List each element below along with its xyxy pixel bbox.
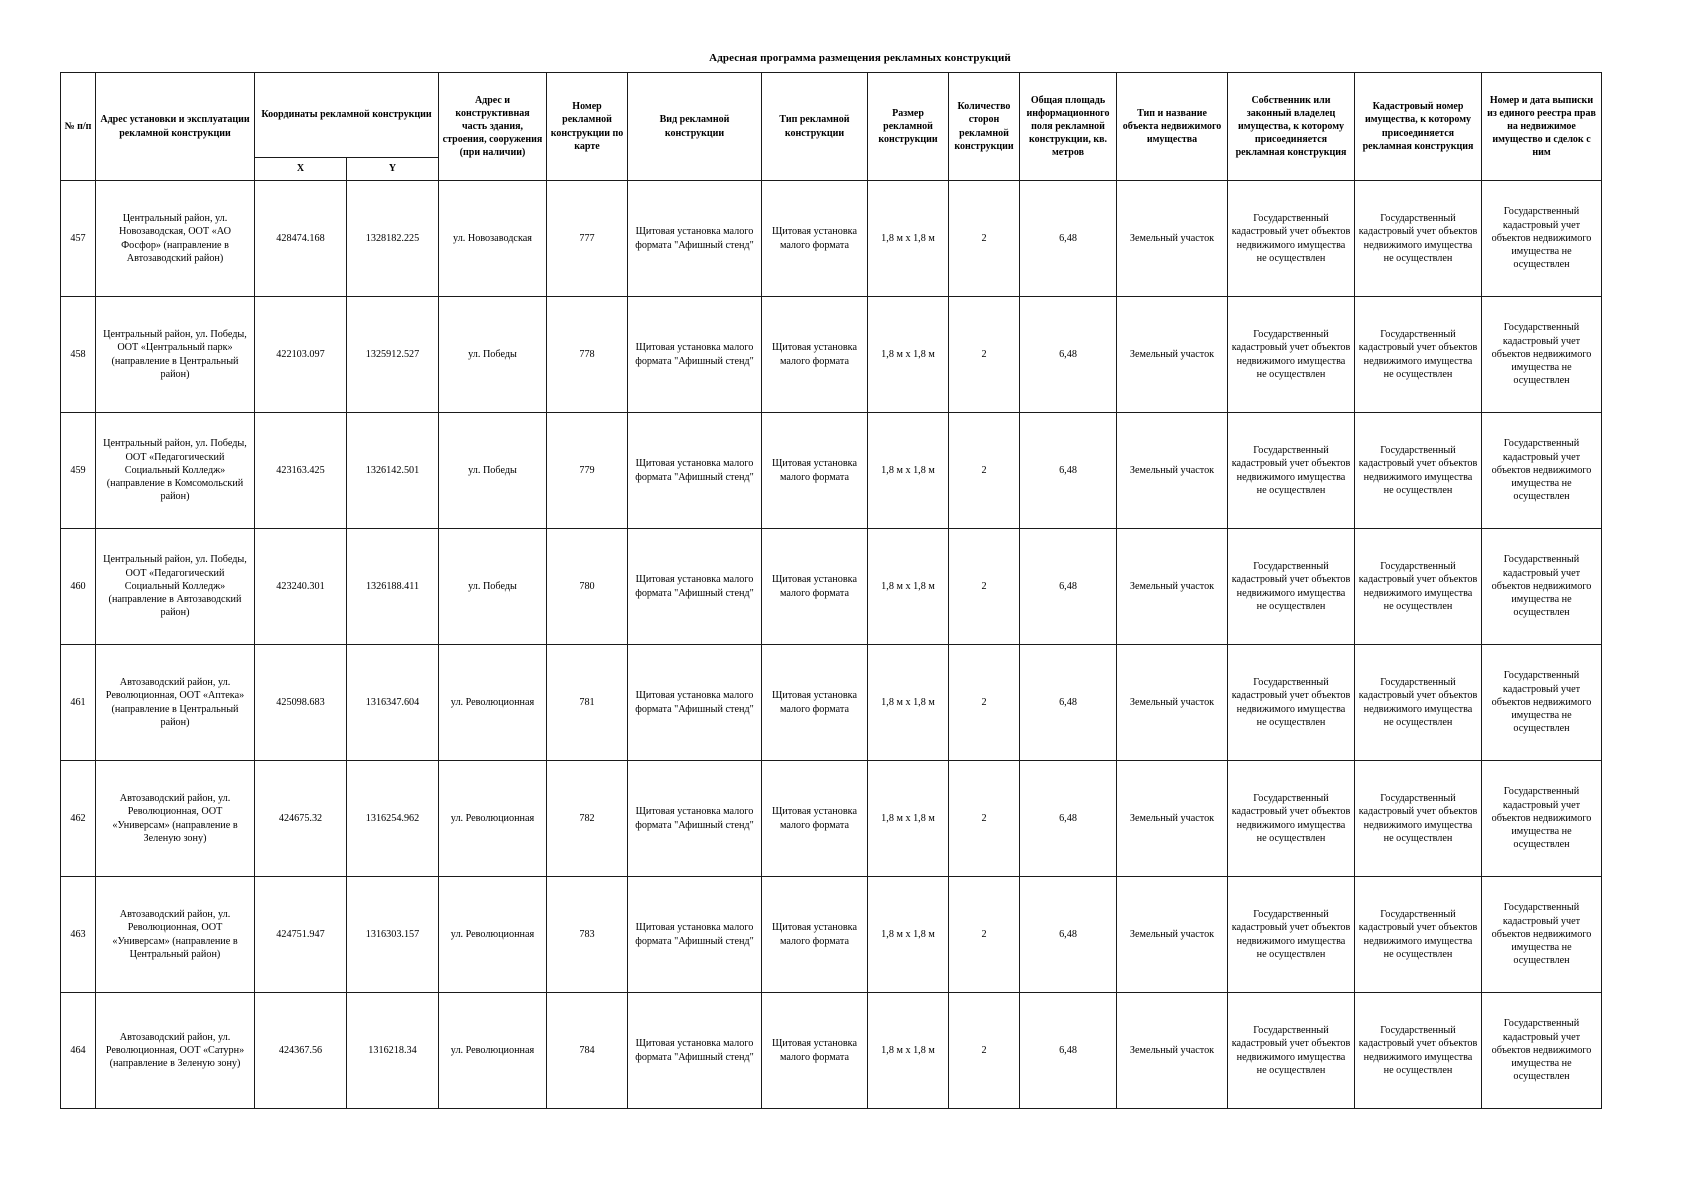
cell-property: Земельный участок (1117, 413, 1228, 529)
cell-map-number: 777 (547, 181, 628, 297)
cell-sides: 2 (949, 877, 1020, 993)
cell-registry: Государственный кадастровый учет объектов недвижимого имущества не осуществлен (1482, 181, 1602, 297)
cell-num: 464 (61, 993, 96, 1109)
cell-num: 458 (61, 297, 96, 413)
cell-y: 1316254.962 (347, 761, 439, 877)
header-area: Общая площадь информационного поля рекламной конструкции, кв. метров (1020, 73, 1117, 181)
cell-building: ул. Победы (439, 413, 547, 529)
cell-x: 423240.301 (255, 529, 347, 645)
cell-area: 6,48 (1020, 529, 1117, 645)
cell-sides: 2 (949, 645, 1020, 761)
cell-size: 1,8 м х 1,8 м (868, 529, 949, 645)
cell-area: 6,48 (1020, 993, 1117, 1109)
header-map-number: Номер рекламной конструкции по карте (547, 73, 628, 181)
cell-building: ул. Новозаводская (439, 181, 547, 297)
cell-size: 1,8 м х 1,8 м (868, 297, 949, 413)
cell-area: 6,48 (1020, 181, 1117, 297)
cell-size: 1,8 м х 1,8 м (868, 181, 949, 297)
cell-map-number: 782 (547, 761, 628, 877)
cell-x: 428474.168 (255, 181, 347, 297)
cell-y: 1326188.411 (347, 529, 439, 645)
cell-cadastral: Государственный кадастровый учет объектов недвижимого имущества не осуществлен (1355, 993, 1482, 1109)
cell-sides: 2 (949, 413, 1020, 529)
cell-property: Земельный участок (1117, 877, 1228, 993)
header-num: № п/п (61, 73, 96, 181)
cell-sides: 2 (949, 297, 1020, 413)
cell-type: Щитовая установка малого формата (762, 645, 868, 761)
cell-cadastral: Государственный кадастровый учет объектов недвижимого имущества не осуществлен (1355, 877, 1482, 993)
cell-registry: Государственный кадастровый учет объектов недвижимого имущества не осуществлен (1482, 529, 1602, 645)
cell-owner: Государственный кадастровый учет объектов недвижимого имущества не осуществлен (1228, 645, 1355, 761)
cell-map-number: 780 (547, 529, 628, 645)
cell-size: 1,8 м х 1,8 м (868, 413, 949, 529)
cell-address: Центральный район, ул. Победы, ООТ «Центральный парк» (направление в Центральный район) (96, 297, 255, 413)
cell-property: Земельный участок (1117, 529, 1228, 645)
cell-cadastral: Государственный кадастровый учет объектов недвижимого имущества не осуществлен (1355, 529, 1482, 645)
cell-num: 460 (61, 529, 96, 645)
cell-building: ул. Революционная (439, 877, 547, 993)
cell-kind: Щитовая установка малого формата "Афишный стенд" (628, 529, 762, 645)
cell-sides: 2 (949, 181, 1020, 297)
cell-size: 1,8 м х 1,8 м (868, 877, 949, 993)
header-registry: Номер и дата выписки из единого реестра прав на недвижимое имущество и сделок с ним (1482, 73, 1602, 181)
cell-map-number: 784 (547, 993, 628, 1109)
cell-address: Автозаводский район, ул. Революционная, ООТ «Аптека» (направление в Центральный район) (96, 645, 255, 761)
cell-area: 6,48 (1020, 645, 1117, 761)
cell-property: Земельный участок (1117, 761, 1228, 877)
cell-map-number: 783 (547, 877, 628, 993)
cell-address: Автозаводский район, ул. Революционная, ООТ «Универсам» (направление в Зеленую зону) (96, 761, 255, 877)
cell-kind: Щитовая установка малого формата "Афишный стенд" (628, 877, 762, 993)
cell-building: ул. Революционная (439, 993, 547, 1109)
cell-kind: Щитовая установка малого формата "Афишный стенд" (628, 297, 762, 413)
cell-registry: Государственный кадастровый учет объектов недвижимого имущества не осуществлен (1482, 297, 1602, 413)
cell-type: Щитовая установка малого формата (762, 529, 868, 645)
cell-x: 425098.683 (255, 645, 347, 761)
cell-owner: Государственный кадастровый учет объектов недвижимого имущества не осуществлен (1228, 993, 1355, 1109)
header-building: Адрес и конструктивная часть здания, строения, сооружения (при наличии) (439, 73, 547, 181)
cell-y: 1325912.527 (347, 297, 439, 413)
cell-owner: Государственный кадастровый учет объектов недвижимого имущества не осуществлен (1228, 413, 1355, 529)
cell-cadastral: Государственный кадастровый учет объектов недвижимого имущества не осуществлен (1355, 297, 1482, 413)
cell-kind: Щитовая установка малого формата "Афишный стенд" (628, 645, 762, 761)
header-type: Тип рекламной конструкции (762, 73, 868, 181)
table-row (61, 181, 1602, 297)
cell-x: 423163.425 (255, 413, 347, 529)
document-title: Адресная программа размещения рекламных конструкций (709, 52, 1011, 64)
cell-area: 6,48 (1020, 297, 1117, 413)
cell-size: 1,8 м х 1,8 м (868, 761, 949, 877)
cell-kind: Щитовая установка малого формата "Афишный стенд" (628, 413, 762, 529)
cell-area: 6,48 (1020, 761, 1117, 877)
cell-property: Земельный участок (1117, 645, 1228, 761)
cell-registry: Государственный кадастровый учет объектов недвижимого имущества не осуществлен (1482, 761, 1602, 877)
cell-sides: 2 (949, 761, 1020, 877)
cell-address: Центральный район, ул. Победы, ООТ «Педагогический Социальный Колледж» (направление в Автозаводский район) (96, 529, 255, 645)
table-body (61, 181, 1602, 1109)
cell-x: 424367.56 (255, 993, 347, 1109)
cell-size: 1,8 м х 1,8 м (868, 993, 949, 1109)
cell-type: Щитовая установка малого формата (762, 993, 868, 1109)
cell-type: Щитовая установка малого формата (762, 761, 868, 877)
cell-map-number: 778 (547, 297, 628, 413)
cell-area: 6,48 (1020, 877, 1117, 993)
table-header (61, 73, 1602, 181)
cell-kind: Щитовая установка малого формата "Афишный стенд" (628, 181, 762, 297)
cell-building: ул. Революционная (439, 761, 547, 877)
table-row (61, 993, 1602, 1109)
cell-owner: Государственный кадастровый учет объектов недвижимого имущества не осуществлен (1228, 877, 1355, 993)
cell-num: 457 (61, 181, 96, 297)
cell-num: 461 (61, 645, 96, 761)
cell-y: 1328182.225 (347, 181, 439, 297)
cell-owner: Государственный кадастровый учет объектов недвижимого имущества не осуществлен (1228, 761, 1355, 877)
cell-area: 6,48 (1020, 413, 1117, 529)
cell-sides: 2 (949, 529, 1020, 645)
cell-building: ул. Победы (439, 297, 547, 413)
header-property: Тип и название объекта недвижимого имущества (1117, 73, 1228, 181)
cell-owner: Государственный кадастровый учет объектов недвижимого имущества не осуществлен (1228, 181, 1355, 297)
cell-num: 462 (61, 761, 96, 877)
cell-building: ул. Революционная (439, 645, 547, 761)
table-row (61, 645, 1602, 761)
cell-y: 1316218.34 (347, 993, 439, 1109)
cell-x: 422103.097 (255, 297, 347, 413)
cell-owner: Государственный кадастровый учет объектов недвижимого имущества не осуществлен (1228, 529, 1355, 645)
cell-type: Щитовая установка малого формата (762, 297, 868, 413)
cell-registry: Государственный кадастровый учет объектов недвижимого имущества не осуществлен (1482, 645, 1602, 761)
cell-x: 424675.32 (255, 761, 347, 877)
header-size: Размер рекламной конструкции (868, 73, 949, 181)
table-row (61, 413, 1602, 529)
cell-registry: Государственный кадастровый учет объектов недвижимого имущества не осуществлен (1482, 413, 1602, 529)
cell-type: Щитовая установка малого формата (762, 877, 868, 993)
header-cadastral: Кадастровый номер имущества, к которому присоединяется рекламная конструкция (1355, 73, 1482, 181)
table-row (61, 877, 1602, 993)
cell-cadastral: Государственный кадастровый учет объектов недвижимого имущества не осуществлен (1355, 645, 1482, 761)
header-sides: Количество сторон рекламной конструкции (949, 73, 1020, 181)
cell-sides: 2 (949, 993, 1020, 1109)
cell-building: ул. Победы (439, 529, 547, 645)
cell-y: 1316347.604 (347, 645, 439, 761)
cell-registry: Государственный кадастровый учет объектов недвижимого имущества не осуществлен (1482, 877, 1602, 993)
header-coordinates: Координаты рекламной конструкции (255, 73, 439, 158)
header-kind: Вид рекламной конструкции (628, 73, 762, 181)
cell-x: 424751.947 (255, 877, 347, 993)
cell-kind: Щитовая установка малого формата "Афишный стенд" (628, 993, 762, 1109)
cell-y: 1326142.501 (347, 413, 439, 529)
cell-cadastral: Государственный кадастровый учет объектов недвижимого имущества не осуществлен (1355, 413, 1482, 529)
header-owner: Собственник или законный владелец имущества, к которому присоединяется рекламная конструкция (1228, 73, 1355, 181)
cell-address: Центральный район, ул. Победы, ООТ «Педагогический Социальный Колледж» (направление в Комсомольский район) (96, 413, 255, 529)
cell-address: Центральный район, ул. Новозаводская, ООТ «АО Фосфор» (направление в Автозаводский район) (96, 181, 255, 297)
cell-kind: Щитовая установка малого формата "Афишный стенд" (628, 761, 762, 877)
advertising-structures-table (60, 72, 1602, 1109)
cell-size: 1,8 м х 1,8 м (868, 645, 949, 761)
cell-map-number: 781 (547, 645, 628, 761)
header-address: Адрес установки и эксплуатации рекламной конструкции (96, 73, 255, 181)
cell-address: Автозаводский район, ул. Революционная, ООТ «Сатурн» (направление в Зеленую зону) (96, 993, 255, 1109)
cell-num: 459 (61, 413, 96, 529)
cell-address: Автозаводский район, ул. Революционная, ООТ «Универсам» (направление в Центральный район) (96, 877, 255, 993)
cell-owner: Государственный кадастровый учет объектов недвижимого имущества не осуществлен (1228, 297, 1355, 413)
cell-registry: Государственный кадастровый учет объектов недвижимого имущества не осуществлен (1482, 993, 1602, 1109)
header-coord-x: X (255, 158, 347, 181)
table-row (61, 761, 1602, 877)
cell-property: Земельный участок (1117, 297, 1228, 413)
table-row (61, 529, 1602, 645)
cell-cadastral: Государственный кадастровый учет объектов недвижимого имущества не осуществлен (1355, 761, 1482, 877)
cell-cadastral: Государственный кадастровый учет объектов недвижимого имущества не осуществлен (1355, 181, 1482, 297)
cell-num: 463 (61, 877, 96, 993)
header-coord-y: Y (347, 158, 439, 181)
cell-map-number: 779 (547, 413, 628, 529)
cell-type: Щитовая установка малого формата (762, 413, 868, 529)
cell-type: Щитовая установка малого формата (762, 181, 868, 297)
header-row (61, 73, 1602, 158)
cell-property: Земельный участок (1117, 181, 1228, 297)
cell-y: 1316303.157 (347, 877, 439, 993)
cell-property: Земельный участок (1117, 993, 1228, 1109)
table-row (61, 297, 1602, 413)
